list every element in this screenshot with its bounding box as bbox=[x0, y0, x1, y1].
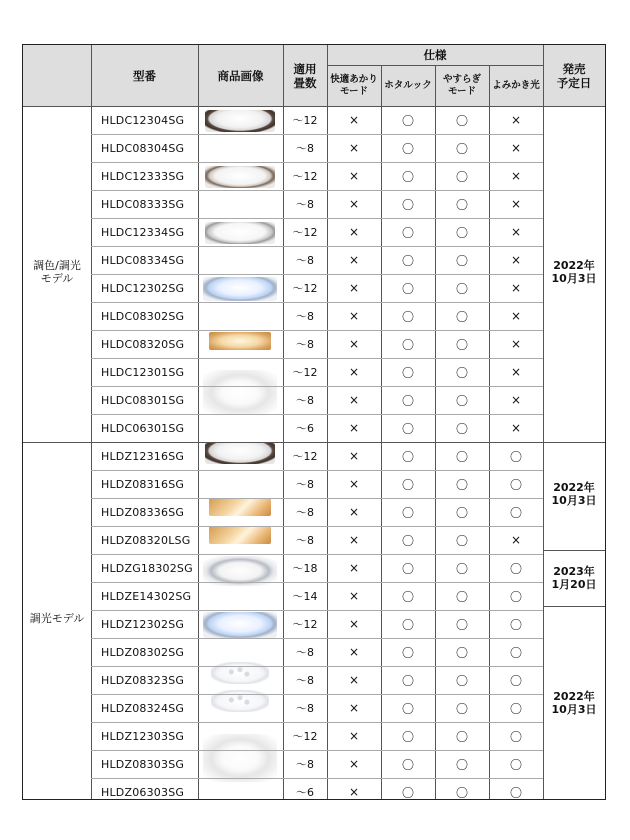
spec-mark: 〇 bbox=[455, 757, 468, 772]
model-number: HLDZ12316SG bbox=[101, 449, 185, 463]
spec-mark: 〇 bbox=[509, 561, 522, 576]
spec-mark: × bbox=[348, 141, 360, 155]
model-number: HLDZG18302SG bbox=[101, 561, 193, 575]
grid-line bbox=[91, 45, 92, 799]
grid-line bbox=[543, 45, 544, 799]
spec-mark: × bbox=[348, 757, 360, 771]
tatami-size: ～12 bbox=[292, 365, 318, 379]
spec-mark: × bbox=[348, 533, 360, 547]
grid-line bbox=[91, 162, 543, 163]
release-date-cell: 2022年 10月3日 bbox=[551, 689, 597, 716]
spec-mark: 〇 bbox=[509, 477, 522, 492]
spec-mark: 〇 bbox=[401, 169, 414, 184]
grid-line bbox=[91, 778, 543, 779]
model-number: HLDZ08303SG bbox=[101, 757, 185, 771]
grid-line bbox=[435, 65, 436, 799]
spec-mark: × bbox=[348, 785, 360, 799]
header-product-image: 商品画像 bbox=[217, 68, 264, 83]
grid-line bbox=[91, 330, 543, 331]
grid-line bbox=[91, 666, 543, 667]
grid-line bbox=[91, 386, 543, 387]
spec-mark: × bbox=[348, 281, 360, 295]
grid-line bbox=[91, 498, 543, 499]
tatami-size: ～8 bbox=[296, 533, 314, 547]
grid-line bbox=[543, 550, 605, 551]
spec-mark: 〇 bbox=[455, 701, 468, 716]
header-model-no: 型番 bbox=[133, 68, 156, 83]
spec-mark: 〇 bbox=[455, 337, 468, 352]
grid-line bbox=[91, 246, 543, 247]
spec-mark: 〇 bbox=[455, 449, 468, 464]
spec-mark: 〇 bbox=[455, 197, 468, 212]
spec-mark: 〇 bbox=[455, 617, 468, 632]
spec-mark: 〇 bbox=[455, 281, 468, 296]
tatami-size: ～12 bbox=[292, 113, 318, 127]
tatami-size: ～12 bbox=[292, 281, 318, 295]
model-number: HLDC12334SG bbox=[101, 225, 185, 239]
spec-mark: 〇 bbox=[401, 757, 414, 772]
spec-mark: × bbox=[348, 561, 360, 575]
grid-line bbox=[91, 190, 543, 191]
spec-mark: 〇 bbox=[455, 477, 468, 492]
spec-mark: × bbox=[348, 645, 360, 659]
tatami-size: ～12 bbox=[292, 729, 318, 743]
model-number: HLDZ08336SG bbox=[101, 505, 185, 519]
spec-mark: 〇 bbox=[401, 281, 414, 296]
spec-mark: × bbox=[348, 673, 360, 687]
tatami-size: ～8 bbox=[296, 141, 314, 155]
header-spec-relax-mode: やすらぎ モード bbox=[442, 73, 481, 97]
grid-line bbox=[91, 554, 543, 555]
model-number: HLDC08304SG bbox=[101, 141, 185, 155]
model-number: HLDZ08302SG bbox=[101, 645, 185, 659]
model-number: HLDZ08324SG bbox=[101, 701, 185, 715]
spec-mark: × bbox=[348, 337, 360, 351]
header-spec-reading-light: よみかき光 bbox=[492, 79, 540, 91]
spec-mark: 〇 bbox=[401, 533, 414, 548]
spec-mark: 〇 bbox=[455, 253, 468, 268]
spec-mark: 〇 bbox=[401, 141, 414, 156]
spec-mark: × bbox=[348, 253, 360, 267]
tatami-size: ～8 bbox=[296, 197, 314, 211]
spec-mark: × bbox=[348, 421, 360, 435]
warm-glow-ceiling-light-icon bbox=[209, 332, 271, 350]
tatami-size: ～12 bbox=[292, 617, 318, 631]
spec-mark: × bbox=[348, 477, 360, 491]
spec-mark: 〇 bbox=[509, 757, 522, 772]
grid-line bbox=[23, 442, 605, 443]
spec-mark: 〇 bbox=[455, 169, 468, 184]
blue-glow-ceiling-light-icon bbox=[203, 612, 277, 638]
release-date-cell: 2022年 10月3日 bbox=[551, 259, 597, 285]
grid-line bbox=[91, 582, 543, 583]
model-number: HLDC12302SG bbox=[101, 281, 185, 295]
spec-mark: 〇 bbox=[401, 477, 414, 492]
spec-mark: × bbox=[348, 589, 360, 603]
tatami-size: ～14 bbox=[292, 589, 318, 603]
spec-mark: 〇 bbox=[401, 701, 414, 716]
spec-mark: 〇 bbox=[401, 645, 414, 660]
tatami-size: ～8 bbox=[296, 253, 314, 267]
grid-line bbox=[91, 722, 543, 723]
spec-mark: 〇 bbox=[455, 533, 468, 548]
grid-line bbox=[23, 106, 605, 107]
spec-mark: 〇 bbox=[401, 561, 414, 576]
grid-line bbox=[543, 606, 605, 607]
header-tatami: 適用 畳数 bbox=[293, 61, 317, 90]
model-number: HLDC08333SG bbox=[101, 197, 185, 211]
spec-mark: 〇 bbox=[401, 365, 414, 380]
spec-mark: × bbox=[348, 309, 360, 323]
spec-mark: × bbox=[348, 365, 360, 379]
spec-mark: 〇 bbox=[401, 589, 414, 604]
spec-mark: 〇 bbox=[509, 505, 522, 520]
spec-mark: 〇 bbox=[509, 617, 522, 632]
spec-mark: 〇 bbox=[455, 561, 468, 576]
header-spec-comfort-mode: 快適あかり モード bbox=[330, 73, 378, 97]
model-number: HLDZE14302SG bbox=[101, 589, 192, 603]
spec-mark: 〇 bbox=[509, 673, 522, 688]
spec-mark: 〇 bbox=[509, 729, 522, 744]
release-date-cell: 2022年 10月3日 bbox=[551, 481, 597, 507]
spec-mark: 〇 bbox=[401, 449, 414, 464]
grid-line bbox=[91, 694, 543, 695]
model-number: HLDZ08316SG bbox=[101, 477, 185, 491]
tatami-size: ～8 bbox=[296, 645, 314, 659]
model-number: HLDZ08320LSG bbox=[101, 533, 191, 547]
tatami-size: ～8 bbox=[296, 673, 314, 687]
tatami-size: ～8 bbox=[296, 701, 314, 715]
model-number: HLDZ12303SG bbox=[101, 729, 185, 743]
spec-mark: 〇 bbox=[455, 589, 468, 604]
spec-mark: × bbox=[348, 393, 360, 407]
tatami-size: ～8 bbox=[296, 757, 314, 771]
spec-mark: 〇 bbox=[455, 645, 468, 660]
spec-mark: × bbox=[510, 253, 522, 267]
spec-mark: × bbox=[348, 729, 360, 743]
spec-mark: × bbox=[348, 701, 360, 715]
model-number: HLDC08320SG bbox=[101, 337, 185, 351]
spec-mark: 〇 bbox=[509, 785, 522, 800]
tatami-size: ～8 bbox=[296, 477, 314, 491]
tatami-size: ～8 bbox=[296, 393, 314, 407]
spec-mark: × bbox=[510, 141, 522, 155]
model-number: HLDZ12302SG bbox=[101, 617, 185, 631]
spec-mark: 〇 bbox=[401, 505, 414, 520]
grid-line bbox=[91, 218, 543, 219]
spec-mark: 〇 bbox=[509, 449, 522, 464]
spec-mark: 〇 bbox=[401, 113, 414, 128]
spec-mark: 〇 bbox=[455, 365, 468, 380]
tatami-size: ～18 bbox=[292, 561, 318, 575]
spec-mark: 〇 bbox=[455, 309, 468, 324]
spec-mark: 〇 bbox=[455, 505, 468, 520]
spec-mark: × bbox=[348, 505, 360, 519]
spec-mark: 〇 bbox=[509, 701, 522, 716]
model-number: HLDC08302SG bbox=[101, 309, 185, 323]
grid-line bbox=[91, 750, 543, 751]
header-spec: 仕様 bbox=[423, 48, 447, 62]
tatami-size: ～12 bbox=[292, 169, 318, 183]
spec-mark: 〇 bbox=[455, 785, 468, 800]
plain-round-ceiling-light-icon bbox=[203, 734, 277, 782]
spec-mark: 〇 bbox=[401, 197, 414, 212]
silver-ring-ceiling-light-icon bbox=[205, 222, 275, 244]
grid-line bbox=[91, 302, 543, 303]
spec-mark: 〇 bbox=[455, 421, 468, 436]
spec-mark: 〇 bbox=[401, 393, 414, 408]
grid-line bbox=[91, 638, 543, 639]
spec-mark: 〇 bbox=[401, 673, 414, 688]
tatami-size: ～8 bbox=[296, 337, 314, 351]
header-release-date: 発売 予定日 bbox=[556, 61, 592, 90]
blue-glow-ceiling-light-icon bbox=[203, 277, 277, 301]
group-label-color-dimming: 調色/調光 モデル bbox=[33, 259, 81, 285]
grid-line bbox=[91, 358, 543, 359]
model-number: HLDC12301SG bbox=[101, 365, 185, 379]
grid-line bbox=[91, 526, 543, 527]
spec-mark: × bbox=[348, 113, 360, 127]
grid-line bbox=[283, 45, 284, 799]
spec-mark: 〇 bbox=[401, 617, 414, 632]
model-number: HLDZ06303SG bbox=[101, 785, 185, 799]
grid-line bbox=[91, 414, 543, 415]
grid-line bbox=[381, 65, 382, 799]
spec-mark: × bbox=[510, 281, 522, 295]
grid-line bbox=[91, 610, 543, 611]
spec-mark: × bbox=[348, 225, 360, 239]
spec-mark: 〇 bbox=[455, 393, 468, 408]
spec-mark: 〇 bbox=[455, 225, 468, 240]
spec-mark: × bbox=[510, 533, 522, 547]
spec-mark: × bbox=[510, 197, 522, 211]
spec-mark: 〇 bbox=[509, 589, 522, 604]
grid-line bbox=[198, 45, 199, 799]
tatami-size: ～6 bbox=[296, 785, 314, 799]
tatami-size: ～8 bbox=[296, 505, 314, 519]
model-number: HLDZ08323SG bbox=[101, 673, 185, 687]
spec-mark: × bbox=[510, 169, 522, 183]
spec-mark: × bbox=[510, 393, 522, 407]
spec-mark: × bbox=[510, 113, 522, 127]
spec-mark: × bbox=[510, 337, 522, 351]
model-number: HLDC12304SG bbox=[101, 113, 185, 127]
grid-line bbox=[91, 470, 543, 471]
tatami-size: ～12 bbox=[292, 225, 318, 239]
grid-line bbox=[327, 65, 543, 66]
spec-mark: 〇 bbox=[401, 253, 414, 268]
tatami-size: ～8 bbox=[296, 309, 314, 323]
release-date-cell: 2023年 1月20日 bbox=[551, 565, 597, 591]
group-label-dimming: 調光モデル bbox=[29, 612, 85, 625]
warm-square-ceiling-light-icon bbox=[209, 526, 271, 544]
dark-ring-ceiling-light-icon bbox=[205, 442, 275, 464]
grid-line bbox=[489, 65, 490, 799]
spec-mark: × bbox=[348, 197, 360, 211]
spec-mark: 〇 bbox=[401, 225, 414, 240]
spec-mark: × bbox=[510, 421, 522, 435]
spec-mark: 〇 bbox=[401, 421, 414, 436]
spec-mark: 〇 bbox=[401, 309, 414, 324]
spec-table bbox=[22, 44, 606, 800]
spec-mark: × bbox=[510, 225, 522, 239]
spec-mark: 〇 bbox=[455, 729, 468, 744]
grid-line bbox=[91, 134, 543, 135]
spec-mark: 〇 bbox=[401, 337, 414, 352]
model-number: HLDC08334SG bbox=[101, 253, 185, 267]
header-spec-hotaluck: ホタルック bbox=[384, 79, 432, 91]
tatami-size: ～12 bbox=[292, 449, 318, 463]
grid-line bbox=[327, 45, 328, 799]
spec-mark: 〇 bbox=[455, 673, 468, 688]
spec-mark: × bbox=[348, 617, 360, 631]
spec-mark: 〇 bbox=[509, 645, 522, 660]
spec-mark: 〇 bbox=[455, 141, 468, 156]
spec-mark: × bbox=[510, 309, 522, 323]
model-number: HLDC08301SG bbox=[101, 393, 185, 407]
plain-round-ceiling-light-icon bbox=[203, 370, 277, 415]
tatami-size: ～6 bbox=[296, 421, 314, 435]
warm-square-ceiling-light-icon bbox=[209, 498, 271, 516]
dark-ring-ceiling-light-icon bbox=[205, 110, 275, 132]
model-number: HLDC06301SG bbox=[101, 421, 185, 435]
spec-mark: × bbox=[348, 169, 360, 183]
model-number: HLDC12333SG bbox=[101, 169, 185, 183]
spec-mark: × bbox=[510, 365, 522, 379]
spec-mark: 〇 bbox=[401, 729, 414, 744]
spec-mark: × bbox=[348, 449, 360, 463]
brown-ring-ceiling-light-icon bbox=[205, 166, 275, 188]
spec-mark: 〇 bbox=[401, 785, 414, 800]
spec-mark: 〇 bbox=[455, 113, 468, 128]
grid-line bbox=[91, 274, 543, 275]
